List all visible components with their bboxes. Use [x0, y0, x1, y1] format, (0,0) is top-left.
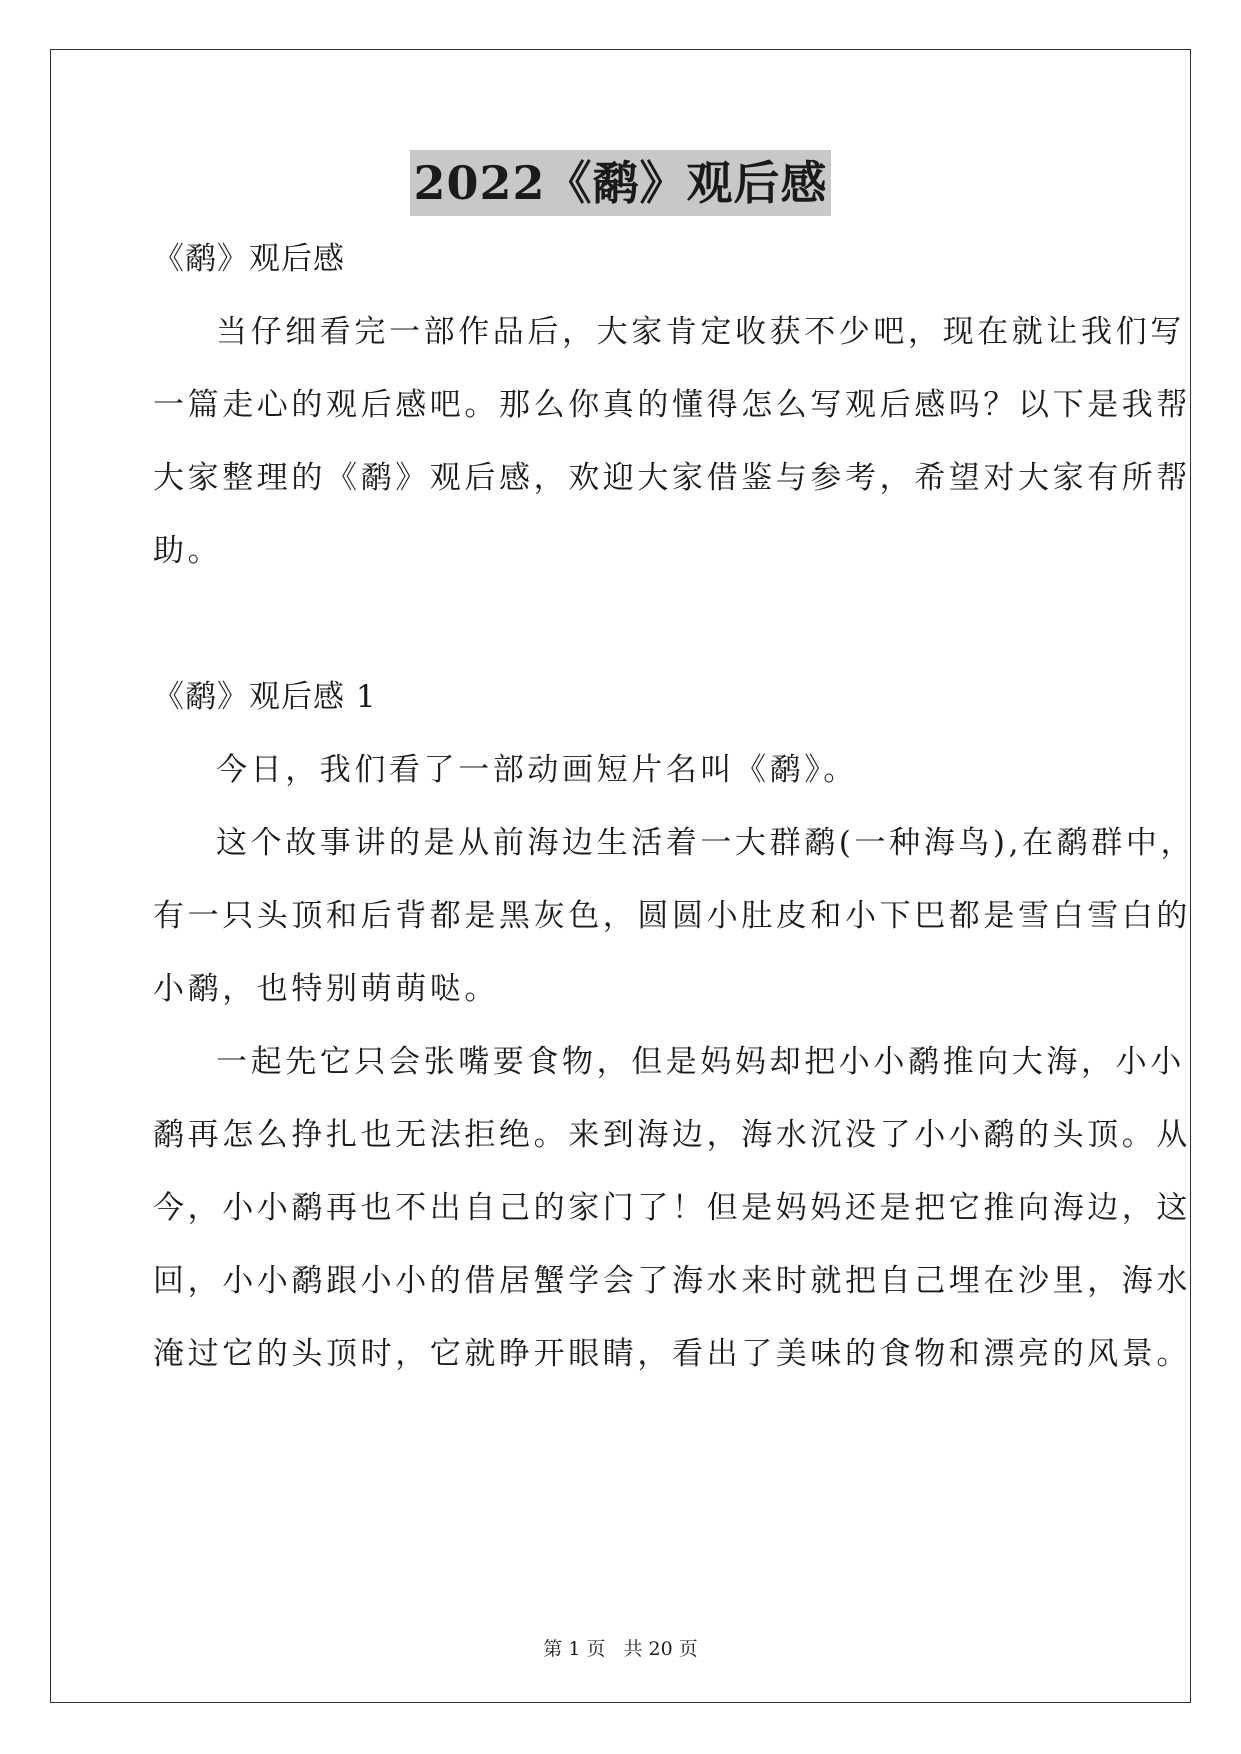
paragraph-line: 助。 [153, 533, 223, 569]
paragraph-line: 一篇走心的观后感吧。那么你真的懂得怎么写观后感吗？以下是我帮 [153, 387, 1191, 423]
paragraph-line: 一起先它只会张嘴要食物，但是妈妈却把小小鹬推向大海，小小 [216, 1044, 1185, 1080]
page-border [50, 49, 1196, 1703]
paragraph-line: 今日，我们看了一部动画短片名叫《鹬》。 [216, 752, 858, 788]
paragraph-line: 今，小小鹬再也不出自己的家门了！但是妈妈还是把它推向海边，这 [153, 1190, 1191, 1226]
page-total: 共 20 页 [623, 1638, 698, 1660]
section-heading: 《鹬》观后感 [153, 241, 345, 277]
paragraph-line: 淹过它的头顶时，它就睁开眼睛，看出了美味的食物和漂亮的风景。 [153, 1336, 1191, 1372]
document-title: 2022《鹬》观后感 [410, 150, 830, 216]
paragraph-line: 有一只头顶和后背都是黑灰色，圆圆小肚皮和小下巴都是雪白雪白的 [153, 898, 1191, 934]
paragraph-line: 回，小小鹬跟小小的借居蟹学会了海水来时就把自己埋在沙里，海水 [153, 1263, 1191, 1299]
section-heading: 《鹬》观后感 1 [153, 679, 377, 715]
page-number: 第 1 页 [543, 1638, 606, 1660]
paragraph-line: 大家整理的《鹬》观后感，欢迎大家借鉴与参考，希望对大家有所帮 [153, 460, 1191, 496]
title-container [0, 150, 1241, 216]
paragraph-line: 小鹬，也特别萌萌哒。 [153, 971, 499, 1007]
paragraph-line: 这个故事讲的是从前海边生活着一大群鹬(一种海鸟),在鹬群中， [216, 825, 1196, 861]
paragraph-line: 鹬再怎么挣扎也无法拒绝。来到海边，海水沉没了小小鹬的头顶。从 [153, 1117, 1191, 1153]
page-footer [0, 1636, 1241, 1662]
paragraph-line: 当仔细看完一部作品后，大家肯定收获不少吧，现在就让我们写 [216, 314, 1185, 350]
